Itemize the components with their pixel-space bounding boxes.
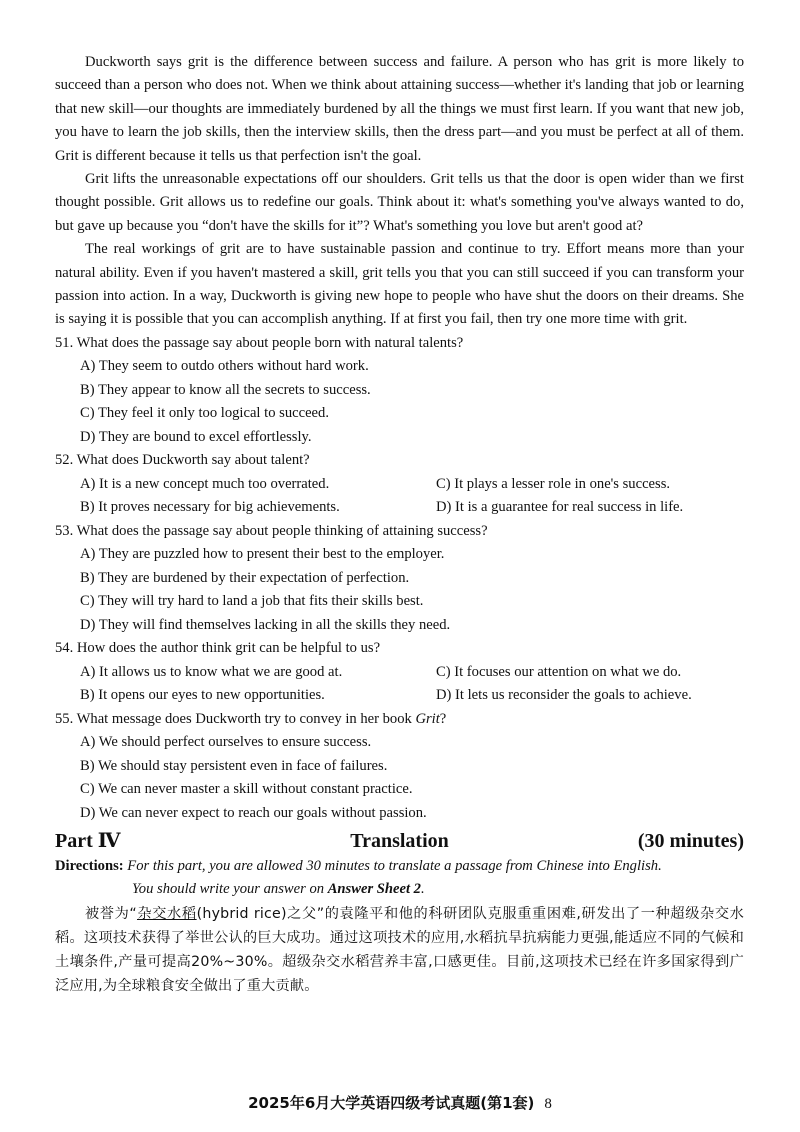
translation-text-1: 被誉为“ [85, 906, 137, 923]
question-stem: 54. How does the author think grit can be helpful to us? [55, 640, 381, 657]
translation-text-2: (hybrid rice)之父”的袁隆平和他的科研团队克服重重困难,研发出了一种超级杂交水稻。这项技术获得了举世公认的巨大成功。通过这项技术的应用,水稻抗旱抗病能力更强,能适应不同的气候和土壤条件,产量可提高20%~30%。超级杂交水稻营养丰富,口感更佳。目前,这项技术已经在许多国家得到广泛应用,为全球粮食安全做出了重大贡献。 [55, 906, 745, 995]
option-d: D) It is a guarantee for real success in life. [436, 499, 684, 516]
part-label: Part Ⅳ [55, 830, 121, 853]
option-c: C) They will try hard to land a job that fits their skills best. [80, 593, 424, 610]
passage-paragraph-2: Grit lifts the unreasonable expectations off our shoulders. Grit tells us that the door is open wider than we first thought possible. Grit allows us to redefine our goals. Think about it: what's something you've always wanted to do, but gave up because you “don't have the skills for it”? What's something you love but aren't good at? [55, 171, 744, 234]
option-a: A) We should perfect ourselves to ensure success. [80, 734, 372, 751]
option-d: D) It lets us reconsider the goals to achieve. [436, 687, 692, 704]
option-a: A) It is a new concept much too overrated. [80, 475, 330, 492]
option-c: C) It focuses our attention on what we do. [436, 663, 682, 680]
option-c: C) It plays a lesser role in one's success. [436, 475, 671, 492]
passage-paragraph-3: The real workings of grit are to have sustainable passion and continue to try. Effort means more than your natural ability. Even if you haven't mastered a skill, grit tells you that you can still succeed if you can transform your passion into action. In a way, Duckworth is giving new hope to people who have shut the doors on their dreams. She is saying it is possible that you can accomplish anything. If at first you fail, then try one more time with grit. [55, 241, 744, 328]
question-53 [55, 520, 744, 638]
question-list [55, 332, 744, 826]
directions [55, 855, 744, 878]
question-stem-text: 55. What message does Duckworth try to convey in her book [55, 710, 416, 727]
question-stem [55, 708, 744, 732]
underlined-term: 杂交水稻 [136, 906, 197, 923]
option-b: B) It opens our eyes to new opportunities. [80, 687, 325, 704]
question-55 [55, 708, 744, 826]
option-a: A) They seem to outdo others without hard work. [80, 358, 369, 375]
option-c: C) They feel it only too logical to succeed. [80, 405, 329, 422]
option-a: A) It allows us to know what we are good at. [80, 663, 343, 680]
question-52 [55, 449, 744, 520]
directions-text: For this part, you are allowed 30 minutes to translate a passage from Chinese into English. [127, 858, 662, 875]
translation-passage [55, 902, 744, 998]
footer-title: 2025年6月大学英语四级考试真题(第1套) [248, 1094, 535, 1112]
question-stem: 53. What does the passage say about people thinking of attaining success? [55, 522, 488, 539]
option-row [55, 684, 744, 708]
option-a: A) They are puzzled how to present their best to the employer. [80, 546, 445, 563]
page-number: 8 [544, 1096, 552, 1112]
option-row [55, 473, 744, 497]
part-time: (30 minutes) [637, 830, 744, 853]
option-b: B) They are burdened by their expectation of perfection. [80, 569, 410, 586]
directions-text-2: You should write your answer on [132, 881, 328, 898]
option-d: D) They are bound to excel effortlessly. [80, 428, 312, 445]
question-51 [55, 332, 744, 450]
option-b: B) They appear to know all the secrets to success. [80, 381, 371, 398]
option-d: D) They will find themselves lacking in all the skills they need. [80, 616, 451, 633]
question-mark: ? [439, 710, 447, 727]
passage-paragraph-1: Duckworth says grit is the difference between success and failure. A person who has grit is more likely to succeed than a person who does not. When we think about attaining success—whether it's landing that job or learning that new skill—our thoughts are immediately burdened by all the things we must first learn. If you want that new job, you have to learn the job skills, then the interview skills, then the dress part—and you must be perfect at all of them. Grit is different because it tells us that perfection isn't the goal. [55, 54, 744, 164]
page-footer [0, 1092, 800, 1113]
option-c: C) We can never master a skill without constant practice. [80, 781, 413, 798]
question-stem: 51. What does the passage say about people born with natural talents? [55, 334, 464, 351]
option-row [55, 661, 744, 685]
option-row [55, 496, 744, 520]
question-54 [55, 637, 744, 708]
book-title: Grit [415, 710, 440, 727]
answer-sheet-label: Answer Sheet 2 [327, 881, 421, 898]
option-d: D) We can never expect to reach our goals without passion. [80, 804, 427, 821]
question-stem: 52. What does Duckworth say about talent? [55, 452, 310, 469]
option-b: B) It proves necessary for big achievements. [80, 499, 340, 516]
part-header [55, 827, 744, 855]
directions-label: Directions: [55, 858, 124, 875]
directions-period: . [420, 881, 425, 898]
part-title: Translation [350, 830, 449, 853]
directions-continued [55, 878, 744, 901]
option-b: B) We should stay persistent even in face of failures. [80, 757, 388, 774]
